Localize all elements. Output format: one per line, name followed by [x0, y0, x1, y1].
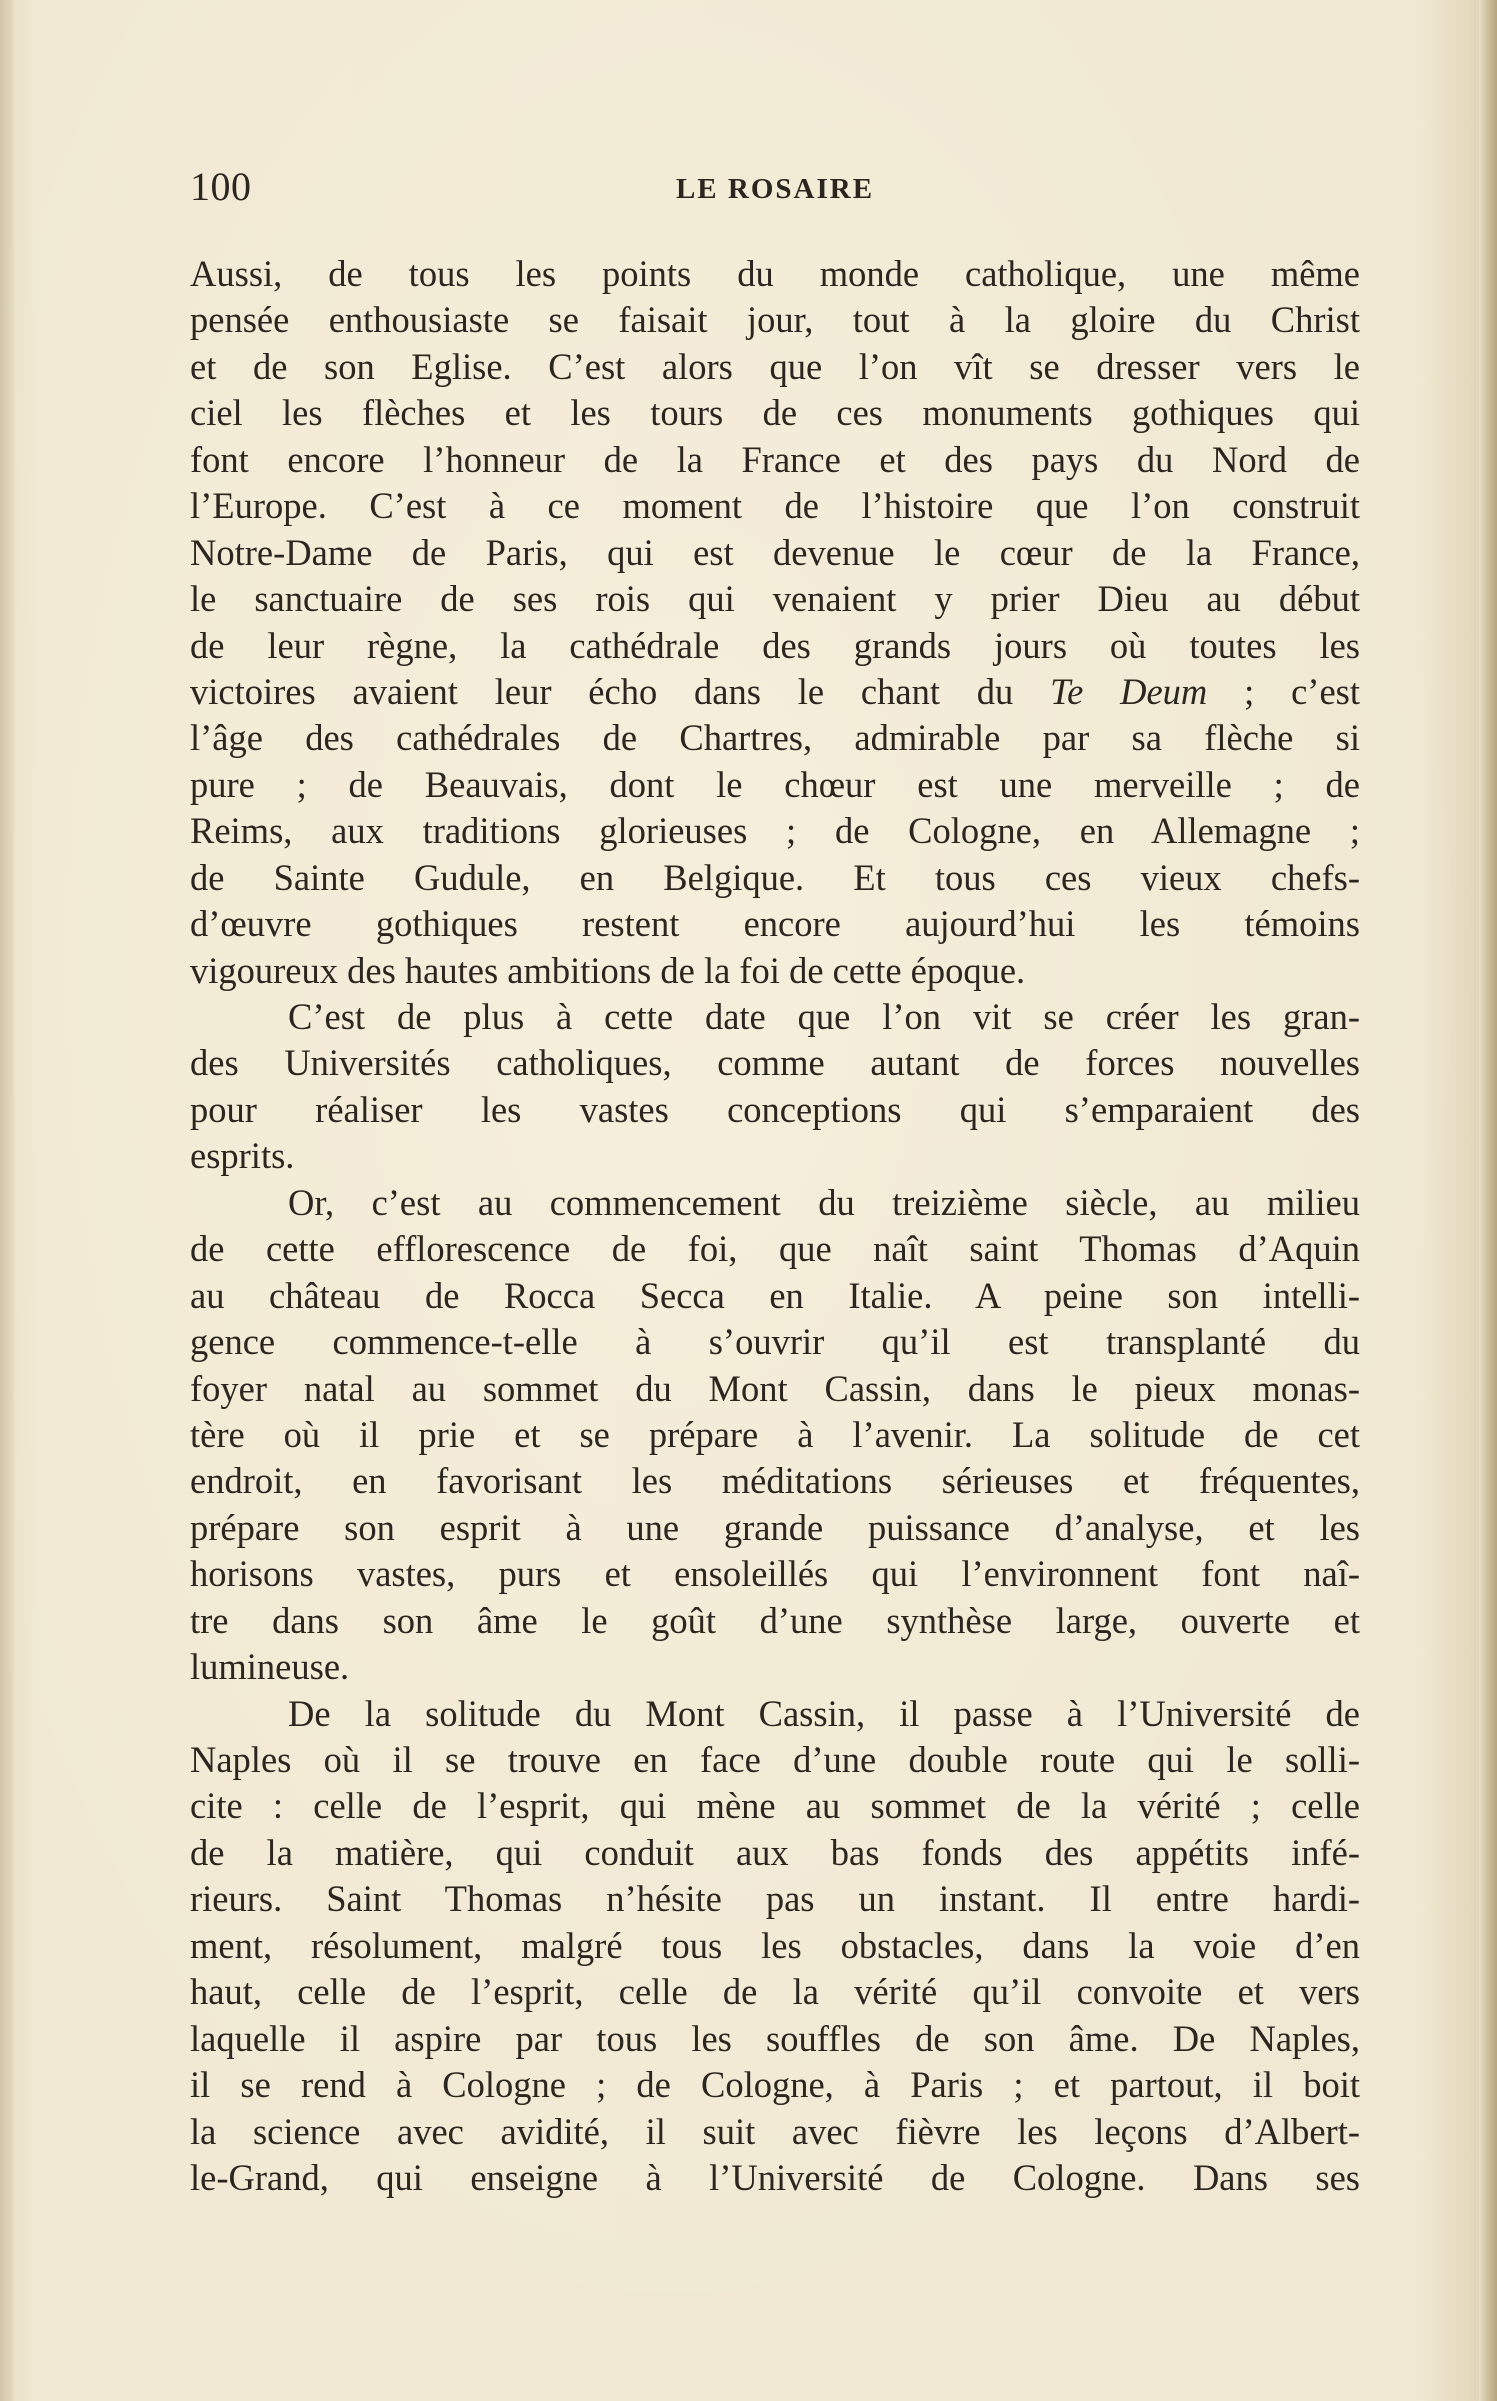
- text-line: victoires avaient leur écho dans le chant du Te Deum ; c’est: [190, 670, 1360, 712]
- text-line: tère où il prie et se prépare à l’avenir. La solitude de cet: [190, 1413, 1360, 1455]
- page-header: [190, 162, 1360, 212]
- text-line: vigoureux des hautes ambitions de la foi de cette époque.: [190, 949, 1026, 991]
- text-line: foyer natal au sommet du Mont Cassin, dans le pieux monas-: [190, 1367, 1360, 1409]
- page-number: 100: [190, 164, 252, 209]
- text-line: ment, résolument, malgré tous les obstacles, dans la voie d’en: [190, 1924, 1360, 1966]
- text-line: de la matière, qui conduit aux bas fonds des appétits infé-: [190, 1831, 1360, 1873]
- text-line: cite : celle de l’esprit, qui mène au sommet de la vérité ; celle: [190, 1785, 1360, 1827]
- text-line: de leur règne, la cathédrale des grands jours où toutes les: [190, 624, 1360, 666]
- text-line: tre dans son âme le goût d’une synthèse large, ouverte et: [190, 1599, 1360, 1641]
- text-line: il se rend à Cologne ; de Cologne, à Paris ; et partout, il boit: [190, 2064, 1360, 2106]
- text-line: Notre-Dame de Paris, qui est devenue le cœur de la France,: [190, 531, 1360, 573]
- text-line: Naples où il se trouve en face d’une double route qui le solli-: [190, 1739, 1360, 1780]
- text-line: de Sainte Gudule, en Belgique. Et tous ces vieux chefs-: [190, 856, 1360, 898]
- text-line: et de son Eglise. C’est alors que l’on vît se dresser vers le: [190, 345, 1360, 387]
- text-line: le sanctuaire de ses rois qui venaient y prier Dieu au début: [190, 578, 1360, 620]
- body-text: [190, 251, 1360, 2201]
- text-line: laquelle il aspire par tous les souffles de son âme. De Naples,: [190, 2017, 1360, 2059]
- text-line: Reims, aux traditions glorieuses ; de Cologne, en Allemagne ;: [190, 810, 1360, 852]
- text-line: l’Europe. C’est à ce moment de l’histoire que l’on construit: [190, 485, 1360, 527]
- text-line: prépare son esprit à une grande puissance d’analyse, et les: [190, 1506, 1360, 1548]
- text-line: pour réaliser les vastes conceptions qui s’emparaient des: [190, 1088, 1360, 1130]
- text-line: endroit, en favorisant les méditations sérieuses et fréquentes,: [190, 1460, 1360, 1502]
- text-line: ciel les flèches et les tours de ces monuments gothiques qui: [190, 392, 1360, 434]
- italic-phrase: Te Deum: [1050, 670, 1208, 712]
- page-left-edge: [0, 0, 14, 2401]
- text-line: pensée enthousiaste se faisait jour, tout à la gloire du Christ: [190, 299, 1360, 341]
- text-line: De la solitude du Mont Cassin, il passe à l’Université de: [288, 1692, 1360, 1734]
- text-line: des Universités catholiques, comme autant de forces nouvelles: [190, 1042, 1360, 1084]
- text-line: de cette efflorescence de foi, que naît saint Thomas d’Aquin: [190, 1228, 1360, 1270]
- page-right-edge: [1479, 0, 1497, 2401]
- text-line: esprits.: [190, 1135, 295, 1177]
- text-line: horisons vastes, purs et ensoleillés qui l’environnent font naî-: [190, 1553, 1360, 1595]
- text-line: d’œuvre gothiques restent encore aujourd’hui les témoins: [190, 903, 1360, 945]
- text-line: C’est de plus à cette date que l’on vit se créer les gran-: [288, 996, 1360, 1037]
- running-title: LE ROSAIRE: [675, 173, 875, 205]
- text-line: l’âge des cathédrales de Chartres, admirable par sa flèche si: [190, 717, 1360, 759]
- text-line: Aussi, de tous les points du monde catholique, une même: [190, 253, 1360, 294]
- text-line: le-Grand, qui enseigne à l’Université de Cologne. Dans ses: [190, 2156, 1360, 2198]
- text-line: Or, c’est au commencement du treizième siècle, au milieu: [288, 1181, 1360, 1223]
- text-line: gence commence-t-elle à s’ouvrir qu’il est transplanté du: [190, 1321, 1360, 1363]
- text-line: haut, celle de l’esprit, celle de la vérité qu’il convoite et vers: [190, 1971, 1360, 2013]
- text-line: rieurs. Saint Thomas n’hésite pas un instant. Il entre hardi-: [190, 1878, 1360, 1920]
- text-line: la science avec avidité, il suit avec fièvre les leçons d’Albert-: [190, 2110, 1360, 2152]
- text-line: font encore l’honneur de la France et des pays du Nord de: [190, 438, 1360, 480]
- text-line: pure ; de Beauvais, dont le chœur est une merveille ; de: [190, 763, 1360, 805]
- text-line: lumineuse.: [190, 1646, 350, 1688]
- text-line: au château de Rocca Secca en Italie. A peine son intelli-: [190, 1274, 1360, 1316]
